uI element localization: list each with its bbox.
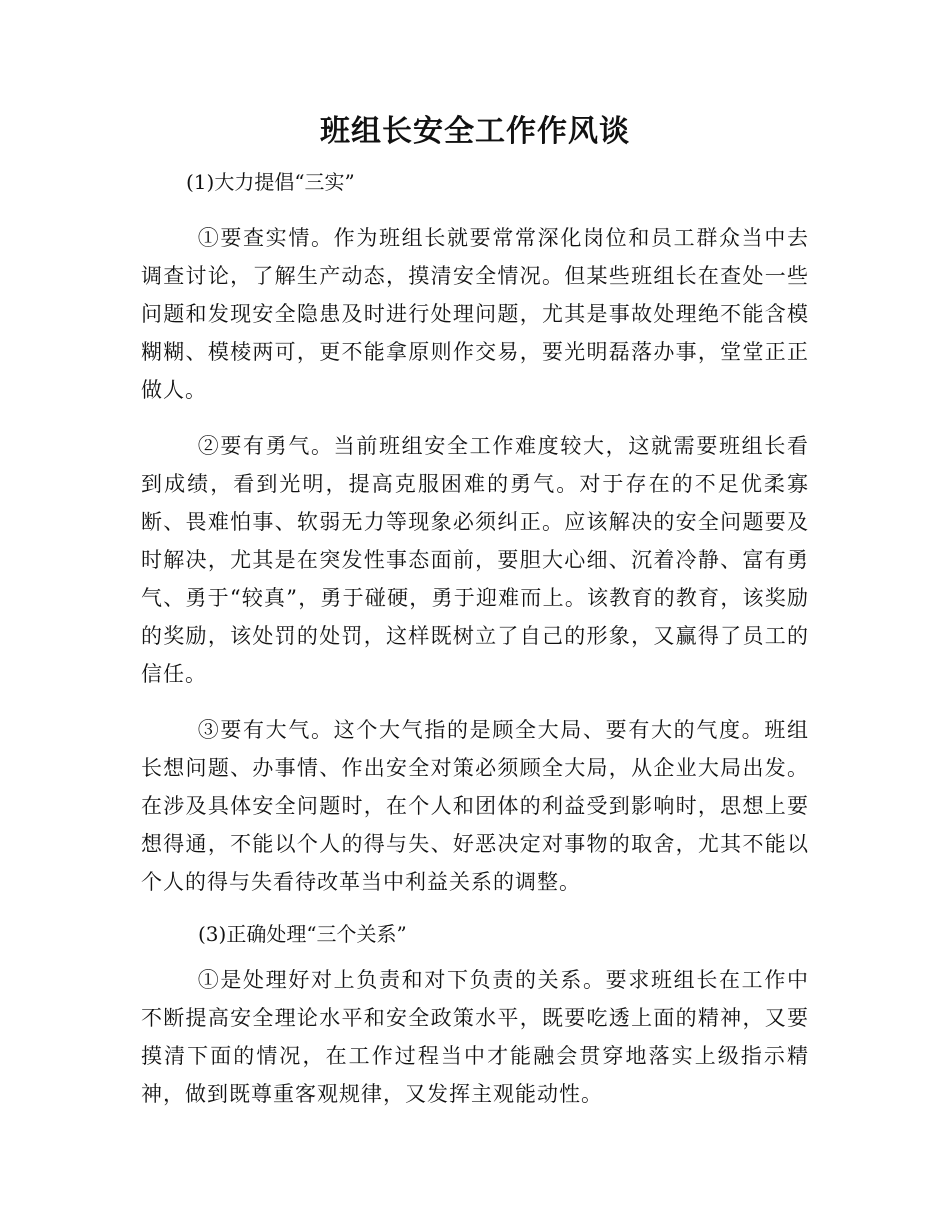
paragraph-responsibility-relation: ①是处理好对上负责和对下负责的关系。要求班组长在工作中不断提高安全理论水平和安全政策水平，既要吃透上面的精神，又要摸清下面的情况，在工作过程当中才能融会贯穿地落实上级指示精神，做到既尊重客观规律，又发挥主观能动性。 [141, 968, 809, 1106]
paragraph-big-picture: ③要有大气。这个大气指的是顾全大局、要有大的气度。班组长想问题、办事情、作出安全对策必须顾全大局，从企业大局出发。在涉及具体安全问题时，在个人和团体的利益受到影响时，思想上要想得通，不能以个人的得与失、好恶决定对事物的取舍，尤其不能以个人的得与失看待改革当中利益关系的调整。 [141, 718, 809, 894]
section-heading-1: (1)大力提倡“三实” [186, 170, 355, 194]
document-title: 班组长安全工作作风谈 [320, 114, 630, 149]
section-heading-3: (3)正确处理“三个关系” [198, 922, 407, 946]
document-body [141, 167, 809, 1131]
paragraph-check-facts: ①要查实情。作为班组长就要常常深化岗位和员工群众当中去调查讨论，了解生产动态，摸清安全情况。但某些班组长在查处一些问题和发现安全隐患及时进行处理问题，尤其是事故处理绝不能含模糊糊、模棱两可，更不能拿原则作交易，要光明磊落办事，堂堂正正做人。 [141, 226, 809, 402]
paragraph-courage: ②要有勇气。当前班组安全工作难度较大，这就需要班组长看到成绩，看到光明，提高克服困难的勇气。对于存在的不足优柔寡断、畏难怕事、软弱无力等现象必须纠正。应该解决的安全问题要及时解决，尤其是在突发性事态面前，要胆大心细、沉着冷静、富有勇气、勇于“较真”，勇于碰硬，勇于迎难而上。该教育的教育，该奖励的奖励，该处罚的处罚，这样既树立了自己的形象，又赢得了员工的信任。 [141, 434, 809, 686]
